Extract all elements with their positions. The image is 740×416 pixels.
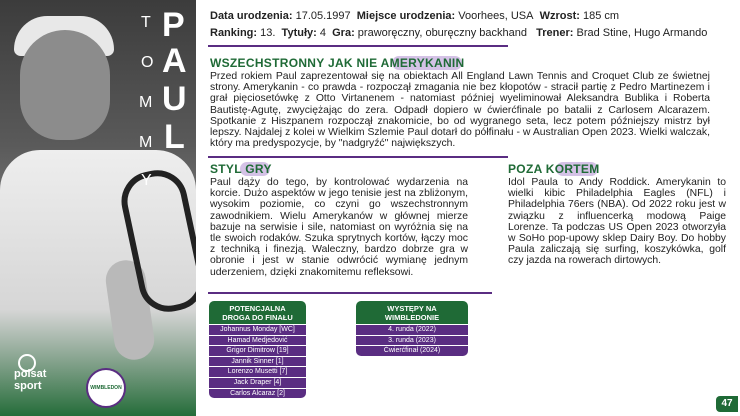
info-line-1 <box>210 10 619 22</box>
wimbledon-box-header: WYSTĘPY NA WIMBLEDONIE <box>356 301 468 324</box>
wimbledon-row: 4. runda (2022) <box>356 324 468 335</box>
coach-value: Brad Stine, Hugo Armando <box>576 27 708 39</box>
birth-date: 17.05.1997 <box>295 10 351 22</box>
off-court-section-text: Idol Paula to Andy Roddick. Amerykanin to wielki kibic Philadelphia Eagles (NFL) i Philadelphia 76ers (NBA). Od 2022 roku jest w związku z influencerką modową Paige Lorenze. Ta podczas US Open 2023 otworzyła w SoHo pop-upowy sklep Dairy Boy. Do hobby Paula zaliczają się surfing, koszykówka, golf czy jazda na rowerach dirtowych. <box>508 177 726 267</box>
wimbledon-logo-text: WIMBLEDON <box>90 385 122 391</box>
birth-place: Voorhees, USA <box>458 10 534 22</box>
birth-date-label: Data urodzenia: <box>210 10 293 22</box>
last-name-letter: L <box>164 118 185 156</box>
titles-value: 4 <box>319 27 326 39</box>
last-name-letter: A <box>162 42 187 80</box>
polsat-text: polsat <box>14 368 47 380</box>
style-section-title: STYL GRY <box>210 162 272 176</box>
wimbledon-row: 3. runda (2023) <box>356 335 468 346</box>
wimbledon-logo <box>86 368 126 408</box>
ranking-value: 13. <box>260 27 276 39</box>
draw-row: Carlos Alcaraz [2] <box>209 388 306 399</box>
first-name-letter: T <box>141 14 151 31</box>
ranking-label: Ranking: <box>210 27 258 39</box>
first-name-letter: O <box>141 54 154 71</box>
info-line-2 <box>210 27 707 39</box>
draw-row: Grigor Dimitrow [19] <box>209 345 306 356</box>
off-court-section-title: POZA KORTEM <box>508 162 600 176</box>
draw-row: Hamad Medjedović <box>209 335 306 346</box>
main-section-text: Przed rokiem Paul zaprezentował się na obiektach All England Lawn Tennis and Croquet Club ze świetnej strony. Amerykanin - co prawda - rozpoczął zmagania nie bez kłopotów - stracił partię z Pedro Martinezem i grał pięciosetówkę z Otto Virtanenem - natomiast później wyeliminował Aleksandra Bublika i Roberta Bautistę-Agutę, zwyciężając do zera. Odpadł dopiero w ćwierćfinale po batalii z Carlosem Alcarazem. Spotkanie z Hiszpanem rozpoczął znakomicie, bo od wygranego seta, lecz potem późniejszy mistrz był lepszy. Najdalej z kolei w Wielkim Szlemie Paul dotarł do półfinału - w Australian Open 2023. Wielki walczak, który ma predyspozycje, by "nadgryźć" największych. <box>210 71 710 150</box>
draw-box <box>209 301 306 398</box>
first-name-letter: M <box>139 94 153 111</box>
draw-row: Jannik Sinner [1] <box>209 356 306 367</box>
height-label: Wzrost: <box>539 10 580 22</box>
divider <box>208 292 492 294</box>
sport-text: sport <box>14 380 42 392</box>
divider <box>208 45 508 47</box>
main-section-title: WSZECHSTRONNY JAK NIE AMERYKANIN <box>210 56 465 70</box>
polsat-circle-icon <box>18 354 36 372</box>
last-name-letter: U <box>162 80 187 118</box>
first-name-letter: Y <box>141 172 152 189</box>
titles-label: Tytuły: <box>281 27 317 39</box>
draw-row: Jack Draper [4] <box>209 377 306 388</box>
page-number: 47 <box>716 396 738 412</box>
play-value: praworęczny, oburęczny backhand <box>357 27 527 39</box>
height-value: 185 cm <box>582 10 620 22</box>
polsat-sport-logo <box>14 368 46 392</box>
first-name-letter: M <box>139 134 153 151</box>
divider <box>208 156 508 158</box>
wimbledon-box <box>356 301 468 356</box>
draw-row: Lorenzo Musetti [7] <box>209 366 306 377</box>
wimbledon-row: Ćwierćfinał (2024) <box>356 345 468 356</box>
draw-row: Johannus Monday [WC] <box>209 324 306 335</box>
head-shape <box>20 30 110 140</box>
play-label: Gra: <box>332 27 355 39</box>
style-section-text: Paul dąży do tego, by kontrolować wydarzenia na korcie. Dużo aspektów w jego tenisie jest na zbliżonym, wysokim poziomie, co czyni go wszechstronnym zawodnikiem. Wielu Amerykanów w głównej mierze bazuje na serwisie i sile, natomiast on wyróżnia się na tle swoich rodaków. Szuka sprytnych kortów, łączy moc z techniką i finezją. Waleczny, bardzo dobrze gra w obronie i jest w stanie odwrócić wymianę jednym uderzeniem, dzięki znakomitemu refleksowi. <box>210 177 468 278</box>
last-name-letter: P <box>162 6 185 44</box>
birth-place-label: Miejsce urodzenia: <box>356 10 456 22</box>
draw-box-header: POTENCJALNA DROGA DO FINAŁU <box>209 301 306 324</box>
coach-label: Trener: <box>536 27 574 39</box>
